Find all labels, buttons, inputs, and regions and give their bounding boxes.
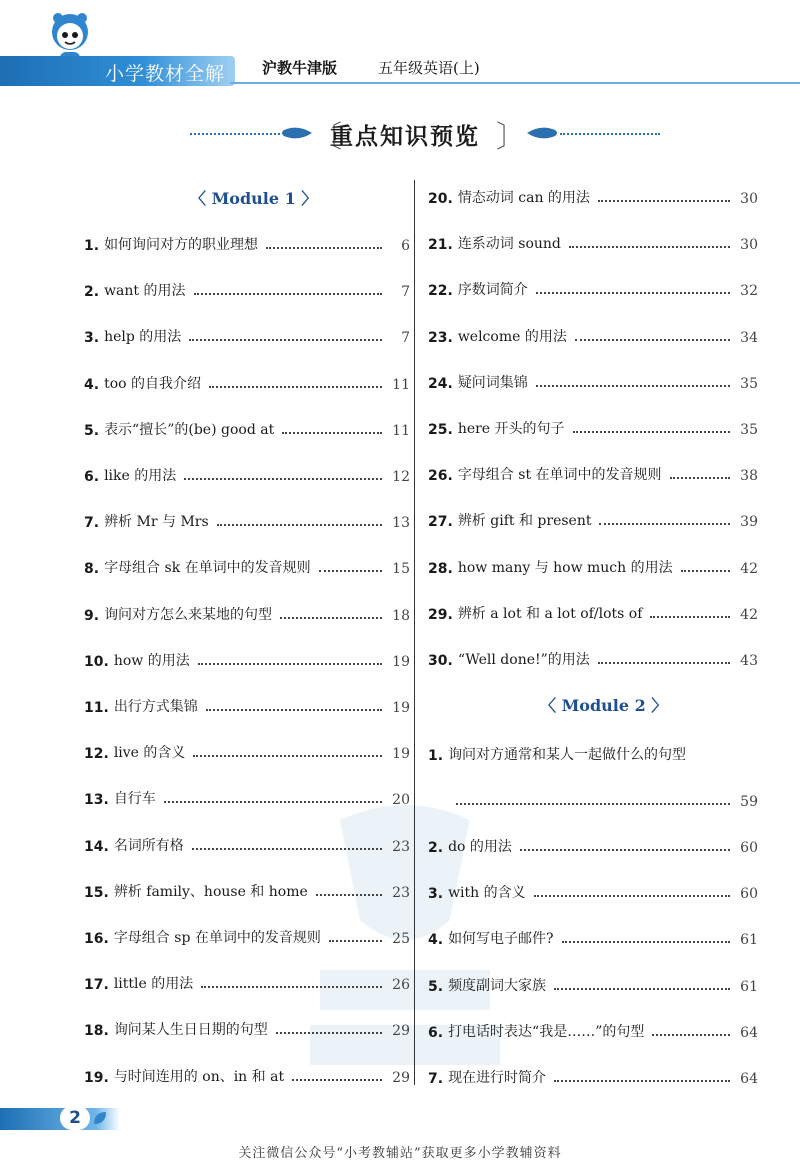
toc-entry[interactable] (428, 414, 758, 438)
entry-page: 29 (392, 1023, 410, 1040)
entry-number: 4. (84, 376, 100, 393)
entry-page: 42 (740, 560, 758, 577)
entry-page: 60 (740, 840, 758, 856)
entry-page: 39 (740, 514, 758, 531)
module-1-heading: 〈 Module 1 〉 (190, 189, 318, 208)
entry-number: 11. (84, 700, 109, 716)
title-bracket-right-icon: 〕 (496, 120, 526, 155)
bottom-note: 关注微信公众号“小考教辅站”获取更多小学教辅资料 (238, 1146, 562, 1161)
entry-number: 28. (428, 560, 453, 577)
entry-number: 17. (84, 977, 109, 994)
entry-page: 13 (392, 515, 410, 532)
leader-dots (209, 386, 382, 388)
entry-title: little 的用法 (113, 976, 194, 993)
leader-dots (198, 663, 382, 665)
entry-page: 6 (401, 238, 410, 254)
entry-page: 19 (392, 746, 410, 763)
entry-number: 5. (84, 422, 100, 439)
entry-title: too 的自我介绍 (104, 375, 201, 392)
toc-entry[interactable] (84, 322, 410, 346)
entry-number: 7. (428, 1071, 444, 1087)
entry-page: 64 (740, 1024, 758, 1041)
entry-number: 24. (428, 375, 453, 392)
entry-number: 19. (84, 1069, 109, 1086)
entry-title: 辨析 a lot 和 a lot of/lots of (457, 605, 643, 622)
leader-dots (520, 849, 730, 851)
leader-dots (276, 1032, 382, 1034)
leader-dots (217, 524, 382, 526)
leader-dots (456, 803, 730, 805)
toc-entry[interactable] (84, 461, 410, 485)
leader-dots (282, 432, 382, 434)
swirl-left-icon (278, 124, 314, 142)
entry-page: 18 (392, 607, 410, 624)
toc-entry[interactable] (428, 229, 758, 253)
leader-dots (192, 848, 382, 850)
entry-title: 出行方式集锦 (113, 699, 198, 715)
entry-number: 27. (428, 514, 453, 531)
toc-entry[interactable] (428, 460, 758, 484)
entry-title: live 的含义 (113, 745, 186, 762)
toc-entry[interactable] (84, 831, 410, 855)
entry-page: 25 (392, 931, 410, 947)
entry-page: 11 (392, 422, 410, 439)
page-header (0, 0, 800, 110)
toc-entry[interactable] (84, 507, 410, 531)
leader-dots (266, 247, 382, 249)
entry-title: 现在进行时简介 (448, 1070, 547, 1086)
entry-title: 字母组合 st 在单词中的发音规则 (457, 467, 662, 484)
entry-title: 询问对方怎么来某地的句型 (104, 606, 273, 623)
toc-entry[interactable] (84, 923, 410, 947)
entry-page: 60 (740, 886, 758, 903)
entry-number: 2. (84, 284, 100, 301)
entry-number: 16. (84, 931, 109, 947)
entry-title: 表示“擅长”的(be) good at (104, 421, 275, 438)
entry-number: 30. (428, 653, 453, 669)
entry-number: 3. (84, 330, 100, 347)
entry-title: 序数词简介 (457, 282, 528, 299)
toc-entry[interactable] (84, 784, 410, 808)
leader-dots (206, 709, 382, 711)
entry-number: 25. (428, 422, 453, 438)
entry-page: 29 (392, 1069, 410, 1086)
entry-page: 38 (740, 468, 758, 485)
leader-dots (598, 662, 730, 664)
entry-page: 59 (740, 794, 758, 810)
entry-title: want 的用法 (104, 283, 186, 300)
section-title: 重点知识预览 (330, 124, 480, 150)
entry-number: 9. (84, 607, 100, 624)
leader-dots (536, 292, 730, 294)
entry-page: 7 (401, 284, 410, 301)
leader-dots (329, 940, 382, 942)
series-title: 小学教材全解 (105, 63, 226, 85)
toc-entry[interactable] (84, 553, 410, 577)
leader-dots (194, 293, 383, 295)
entry-page: 34 (740, 329, 758, 346)
entry-page: 12 (392, 469, 410, 485)
entry-number: 6. (428, 1024, 444, 1041)
entry-title: 辨析 Mr 与 Mrs (104, 514, 209, 531)
entry-number: 29. (428, 606, 453, 623)
toc-entry[interactable] (428, 322, 758, 346)
leader-dots (189, 339, 382, 341)
entry-title: 字母组合 sp 在单词中的发音规则 (113, 930, 321, 946)
leader-dots (554, 988, 730, 990)
toc-entry[interactable] (428, 1063, 758, 1087)
entry-page: 64 (740, 1071, 758, 1087)
toc-entry[interactable] (428, 645, 758, 669)
entry-page: 32 (740, 283, 758, 300)
entry-page: 61 (740, 932, 758, 949)
toc-entry[interactable] (428, 506, 758, 530)
entry-title: 询问对方通常和某人一起做什么的句型 (448, 747, 687, 763)
entry-title: 与时间连用的 on、in 和 at (113, 1068, 285, 1085)
entry-number: 1. (84, 238, 100, 254)
leader-dots (280, 617, 382, 619)
entry-number: 12. (84, 746, 109, 763)
entry-title: 字母组合 sk 在单词中的发音规则 (104, 560, 311, 577)
entry-page: 61 (740, 978, 758, 995)
entry-title: “Well done!”的用法 (457, 652, 590, 668)
toc-entry[interactable] (428, 740, 758, 764)
entry-number: 21. (428, 237, 453, 254)
leader-dots (575, 339, 730, 341)
entry-page: 19 (392, 700, 410, 716)
entry-number: 22. (428, 283, 453, 300)
title-bracket-left-icon: 〔 (312, 120, 342, 155)
leader-dots (316, 894, 382, 896)
toc-entry[interactable] (428, 971, 758, 995)
entry-number: 8. (84, 561, 100, 578)
toc-entry[interactable] (84, 369, 410, 393)
entry-page: 20 (392, 792, 410, 809)
grade-label: 五年级英语(上) (378, 59, 480, 77)
toc-entry[interactable] (84, 276, 410, 300)
toc-entry[interactable] (428, 599, 758, 623)
leaf-icon (92, 1110, 108, 1126)
entry-number: 15. (84, 884, 109, 901)
entry-title: 如何写电子邮件? (448, 931, 554, 948)
entry-number: 4. (428, 932, 444, 949)
edition-label: 沪教牛津版 (262, 59, 338, 77)
entry-title: 辨析 family、house 和 home (113, 883, 308, 900)
leader-dots (598, 200, 730, 202)
entry-page: 35 (740, 375, 758, 392)
entry-number: 2. (428, 840, 444, 856)
leader-dots (650, 616, 730, 618)
entry-page: 35 (740, 422, 758, 438)
toc-entry[interactable] (84, 692, 410, 716)
entry-number: 1. (428, 748, 444, 764)
leader-dots (599, 523, 730, 525)
toc-entry[interactable] (84, 738, 410, 762)
toc-entry[interactable] (428, 553, 758, 577)
title-dots-left (190, 133, 280, 135)
leader-dots (184, 478, 382, 480)
entry-number: 6. (84, 469, 100, 485)
entry-page: 11 (392, 376, 410, 393)
entry-number: 10. (84, 653, 109, 670)
leader-dots (319, 570, 382, 572)
leader-dots (652, 1034, 730, 1036)
entry-title: here 开头的句子 (457, 421, 565, 437)
entry-title: 名词所有格 (113, 837, 184, 854)
module-2-heading: 〈 Module 2 〉 (540, 696, 668, 715)
leader-dots (201, 986, 382, 988)
entry-title: welcome 的用法 (457, 328, 567, 345)
entry-page: 23 (392, 884, 410, 901)
leader-dots (536, 385, 730, 387)
toc-entry[interactable] (84, 415, 410, 439)
leader-dots (292, 1079, 382, 1081)
entry-page: 7 (401, 330, 410, 347)
entry-title: 情态动词 can 的用法 (457, 190, 590, 206)
entry-page: 42 (740, 606, 758, 623)
entry-number: 14. (84, 838, 109, 855)
toc-entry[interactable] (84, 600, 410, 624)
entry-page: 43 (740, 653, 758, 669)
leader-dots (670, 477, 730, 479)
entry-number: 13. (84, 792, 109, 809)
swirl-right-icon (525, 124, 561, 142)
entry-title: 连系动词 sound (457, 236, 561, 253)
toc-entry[interactable] (428, 183, 758, 207)
entry-page: 30 (740, 191, 758, 207)
entry-page: 19 (392, 653, 410, 670)
header-rule (230, 82, 800, 84)
toc-entry[interactable] (428, 368, 758, 392)
column-divider (414, 180, 415, 1085)
entry-title: 自行车 (113, 791, 156, 808)
toc-entry[interactable] (84, 646, 410, 670)
toc-entry-continuation[interactable] (428, 786, 758, 810)
entry-number: 26. (428, 468, 453, 485)
entry-page: 30 (740, 237, 758, 254)
entry-number: 20. (428, 191, 453, 207)
leader-dots (193, 755, 382, 757)
entry-title: 辨析 gift 和 present (457, 513, 592, 530)
toc-entry[interactable] (84, 230, 410, 254)
entry-title: 疑问词集锦 (457, 374, 528, 391)
entry-number: 7. (84, 515, 100, 532)
toc-entry[interactable] (428, 832, 758, 856)
leader-dots (569, 246, 730, 248)
entry-number: 18. (84, 1023, 109, 1040)
leader-dots (164, 801, 382, 803)
entry-title: like 的用法 (104, 468, 177, 484)
leader-dots (681, 570, 730, 572)
toc-entry[interactable] (428, 1017, 758, 1041)
entry-title: how 的用法 (113, 652, 190, 669)
toc-entry[interactable] (84, 877, 410, 901)
toc-entry[interactable] (84, 1062, 410, 1086)
toc-entry[interactable] (428, 924, 758, 948)
page-number: 2 (60, 1106, 90, 1130)
entry-title: 频度副词大家族 (448, 977, 547, 994)
entry-page: 23 (392, 838, 410, 855)
entry-number: 3. (428, 886, 444, 903)
entry-title: do 的用法 (448, 839, 512, 855)
entry-number: 23. (428, 329, 453, 346)
entry-title: how many 与 how much 的用法 (457, 559, 673, 576)
entry-title: 打电话时表达“我是……”的句型 (448, 1023, 645, 1040)
entry-title: help 的用法 (104, 329, 182, 346)
entry-title: 如何询问对方的职业理想 (104, 237, 259, 253)
title-dots-right (560, 133, 660, 135)
toc-entry[interactable] (84, 969, 410, 993)
leader-dots (562, 941, 730, 943)
leader-dots (534, 895, 730, 897)
toc-entry[interactable] (84, 1015, 410, 1039)
entry-page: 26 (392, 977, 410, 994)
entry-number: 5. (428, 978, 444, 995)
toc-entry[interactable] (428, 878, 758, 902)
entry-page: 15 (392, 561, 410, 578)
toc-entry[interactable] (428, 275, 758, 299)
leader-dots (554, 1080, 730, 1082)
entry-title: with 的含义 (448, 885, 526, 902)
entry-title: 询问某人生日日期的句型 (113, 1022, 268, 1039)
leader-dots (573, 431, 730, 433)
